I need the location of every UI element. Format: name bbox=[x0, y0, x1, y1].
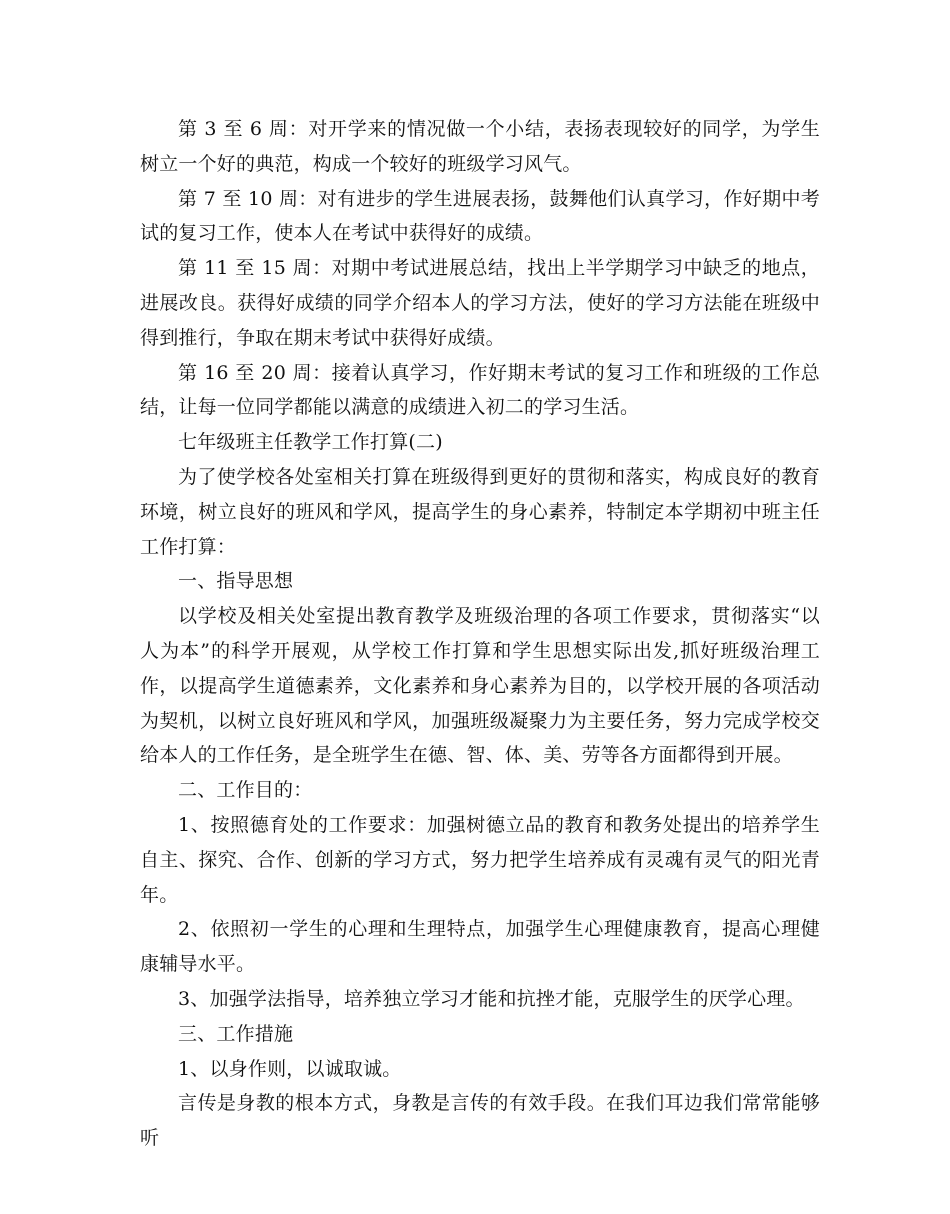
paragraph-intro: 为了使学校各处室相关打算在班级得到更好的贯彻和落实，构成良好的教育环境，树立良好的班风和学风，提高学生的身心素养，特制定本学期初中班主任工作打算： bbox=[140, 465, 820, 558]
paragraph-weeks-3-6: 第 3 至 6 周：对开学来的情况做一个小结，表扬表现较好的同学，为学生树立一个好的典范，构成一个较好的班级学习风气。 bbox=[140, 118, 820, 175]
paragraph-goal-2: 2、依照初一学生的心理和生理特点，加强学生心理健康教育，提高心理健康辅导水平。 bbox=[140, 918, 820, 976]
heading-guiding-thought: 一、指导思想 bbox=[178, 570, 294, 593]
paragraph-measure-1-body: 言传是身教的根本方式，身教是言传的有效手段。在我们耳边我们常常能够听 bbox=[140, 1092, 820, 1150]
document-body bbox=[140, 112, 820, 1156]
paragraph-goal-1: 1、按照德育处的工作要求：加强树德立品的教育和教务处提出的培养学生自主、探究、合作、创新的学习方式，努力把学生培养成有灵魂有灵气的阳光青年。 bbox=[140, 813, 820, 906]
heading-work-measures: 三、工作措施 bbox=[178, 1022, 294, 1045]
paragraph-goal-3: 3、加强学法指导，培养独立学习才能和抗挫才能，克服学生的厌学心理。 bbox=[178, 987, 805, 1010]
paragraph-weeks-16-20: 第 16 至 20 周：接着认真学习，作好期末考试的复习工作和班级的工作总结，让每一位同学都能以满意的成绩进入初二的学习生活。 bbox=[140, 361, 820, 419]
paragraph-measure-1: 1、以身作则，以诚取诚。 bbox=[178, 1057, 402, 1080]
paragraph-guiding-thought: 以学校及相关处室提出教育教学及班级治理的各项工作要求，贯彻落实“以人为本”的科学开展观，从学校工作打算和学生思想实际出发,抓好班级治理工作，以提高学生道德素养，文化素养和身心素养为目的，以学校开展的各项活动为契机，以树立良好班风和学风，加强班级凝聚力为主要任务，努力完成学校交给本人的工作任务，是全班学生在德、智、体、美、劳等各方面都得到开展。 bbox=[140, 605, 820, 767]
paragraph-weeks-11-15: 第 11 至 15 周：对期中考试进展总结，找出上半学期学习中缺乏的地点，进展改良。获得好成绩的同学介绍本人的学习方法，使好的学习方法能在班级中得到推行，争取在期末考试中获得好成绩。 bbox=[140, 257, 820, 349]
paragraph-weeks-7-10: 第 7 至 10 周：对有进步的学生进展表扬，鼓舞他们认真学习，作好期中考试的复习工作，使本人在考试中获得好的成绩。 bbox=[140, 187, 820, 245]
heading-work-goals: 二、工作目的： bbox=[178, 779, 313, 802]
section-heading-plan-two: 七年级班主任教学工作打算(二) bbox=[178, 431, 443, 454]
